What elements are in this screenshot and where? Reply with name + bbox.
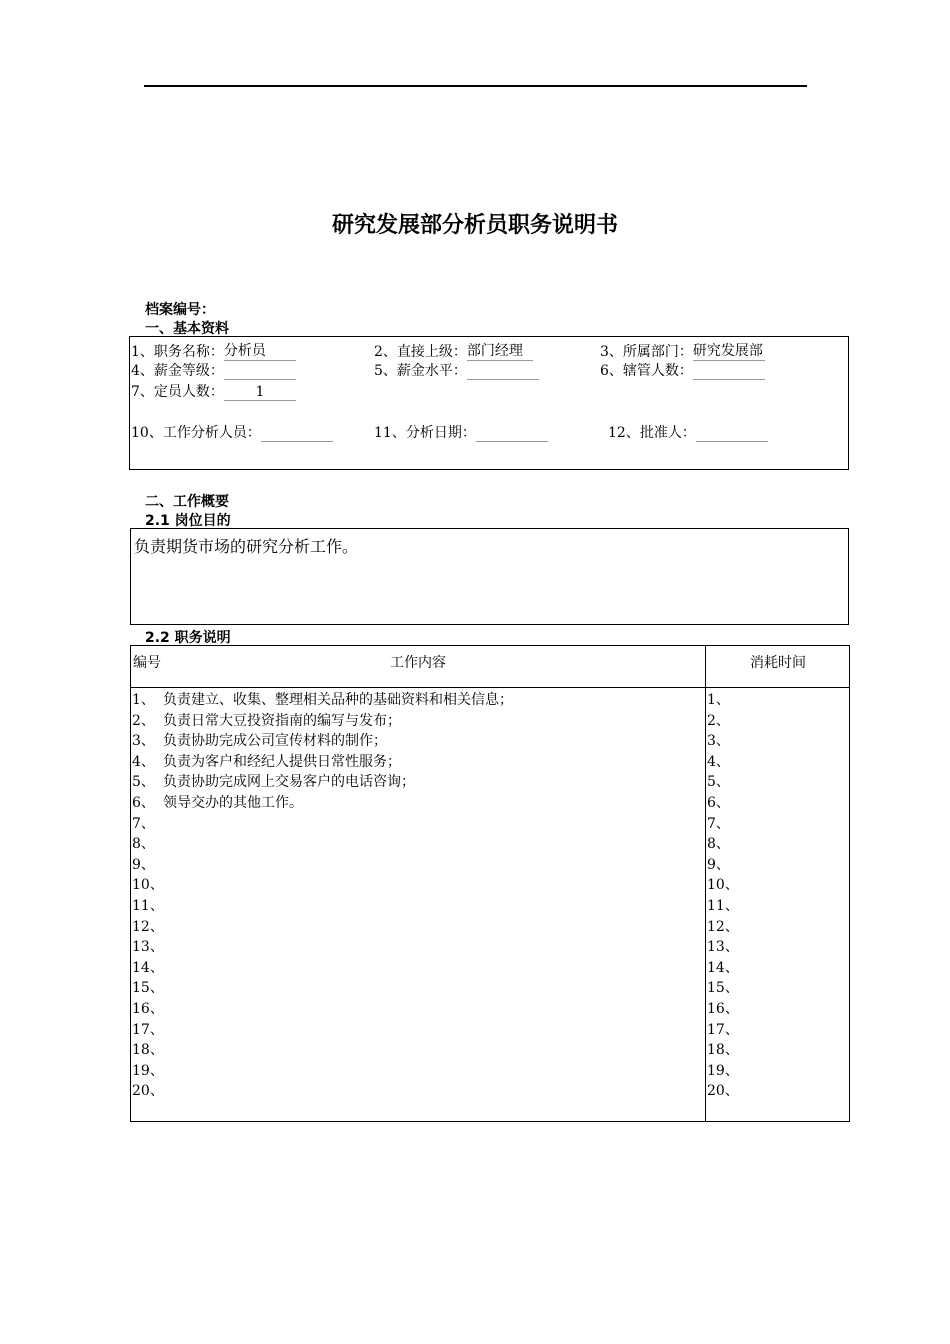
purpose-box — [130, 528, 849, 625]
column-header-no: 编号 — [133, 655, 161, 671]
duty-number: 20、 — [132, 1083, 164, 1100]
document-title: 研究发展部分析员职务说明书 — [331, 213, 618, 238]
duty-row — [132, 917, 702, 938]
duty-row — [132, 731, 702, 752]
duty-number: 18、 — [132, 1042, 164, 1059]
time-cell[interactable]: 15、 — [707, 980, 739, 997]
time-cell[interactable]: 5、 — [707, 774, 730, 791]
column-header-time: 消耗时间 — [750, 655, 806, 671]
duty-row — [132, 978, 702, 999]
subordinates-label: 6、辖管人数： — [600, 363, 693, 379]
time-cell[interactable]: 4、 — [707, 753, 730, 770]
salary-grade-value[interactable] — [224, 362, 296, 380]
duty-row — [132, 814, 702, 835]
analysis-date-field — [374, 422, 548, 442]
duty-number: 19、 — [132, 1062, 164, 1079]
duties-heading: 2.2 职务说明 — [145, 630, 231, 646]
duty-row — [132, 855, 702, 876]
duty-row — [132, 875, 702, 896]
basic-info-heading: 一、基本资料 — [145, 321, 229, 337]
duty-row — [132, 937, 702, 958]
duty-number: 3、 — [132, 733, 155, 750]
column-header-content: 工作内容 — [390, 655, 446, 671]
duty-number: 4、 — [132, 753, 155, 770]
duty-text: 负责建立、收集、整理相关品种的基础资料和相关信息； — [163, 692, 513, 708]
header-rule — [144, 85, 807, 87]
table-column-divider — [705, 646, 706, 1121]
duty-text: 负责协助完成公司宣传材料的制作； — [163, 733, 387, 750]
time-cell[interactable]: 13、 — [707, 939, 739, 956]
duty-row — [132, 752, 702, 773]
duty-number: 17、 — [132, 1021, 164, 1038]
supervisor-value[interactable]: 部门经理 — [467, 340, 533, 361]
salary-level-label: 5、薪金水平： — [374, 363, 467, 379]
duty-number: 5、 — [132, 774, 155, 791]
duty-number: 9、 — [132, 856, 155, 873]
time-cell[interactable]: 1、 — [707, 692, 730, 708]
time-cell[interactable]: 19、 — [707, 1062, 739, 1079]
time-list — [707, 690, 847, 1102]
analyst-value[interactable] — [261, 424, 333, 442]
duty-number: 11、 — [132, 897, 164, 914]
analysis-date-value[interactable] — [476, 424, 548, 442]
overview-heading: 二、工作概要 — [145, 494, 229, 510]
duty-row — [132, 1081, 702, 1102]
purpose-heading: 2.1 岗位目的 — [145, 513, 231, 529]
duty-text: 负责协助完成网上交易客户的电话咨询； — [163, 774, 415, 791]
duty-number: 16、 — [132, 1000, 164, 1017]
salary-grade-label: 4、薪金等级： — [131, 363, 224, 379]
supervisor-field — [374, 340, 533, 361]
duty-number: 1、 — [132, 692, 155, 708]
duty-number: 2、 — [132, 712, 155, 729]
duty-row — [132, 958, 702, 979]
duty-number: 13、 — [132, 939, 164, 956]
duties-table — [130, 645, 850, 1122]
table-header-divider — [131, 687, 849, 688]
salary-level-field — [374, 360, 539, 380]
duty-number: 12、 — [132, 918, 164, 935]
archive-number-label: 档案编号： — [145, 302, 215, 318]
approver-label: 12、批准人： — [608, 425, 696, 441]
duty-text: 负责为客户和经纪人提供日常性服务； — [163, 753, 401, 770]
duty-row — [132, 793, 702, 814]
subordinates-value[interactable] — [693, 362, 765, 380]
duty-row — [132, 896, 702, 917]
duty-row — [132, 1040, 702, 1061]
duty-text: 负责日常大豆投资指南的编写与发布； — [163, 712, 401, 729]
duty-row — [132, 1061, 702, 1082]
department-label: 3、所属部门： — [600, 344, 693, 360]
department-field — [600, 340, 765, 361]
duty-row — [132, 1020, 702, 1041]
duty-number: 15、 — [132, 980, 164, 997]
approver-value[interactable] — [696, 424, 768, 442]
duty-number: 8、 — [132, 836, 155, 853]
time-cell[interactable]: 2、 — [707, 712, 730, 729]
job-title-value[interactable]: 分析员 — [224, 340, 296, 361]
time-cell[interactable]: 7、 — [707, 815, 730, 832]
analysis-date-label: 11、分析日期： — [374, 425, 476, 441]
duty-number: 7、 — [132, 815, 155, 832]
duty-list — [132, 690, 702, 1102]
analyst-label: 10、工作分析人员： — [131, 425, 261, 441]
duty-number: 14、 — [132, 959, 164, 976]
approver-field — [608, 422, 768, 442]
headcount-label: 7、定员人数： — [131, 384, 224, 400]
duty-row — [132, 711, 702, 732]
duty-text: 领导交办的其他工作。 — [163, 794, 303, 811]
analyst-field — [131, 422, 333, 442]
time-cell[interactable]: 8、 — [707, 836, 730, 853]
duty-row — [132, 834, 702, 855]
department-value[interactable]: 研究发展部 — [693, 340, 765, 361]
subordinates-field — [600, 360, 765, 380]
duty-number: 10、 — [132, 877, 164, 894]
duty-row — [132, 690, 702, 711]
headcount-field — [131, 381, 296, 401]
salary-level-value[interactable] — [467, 362, 539, 380]
duty-number: 6、 — [132, 794, 155, 811]
time-cell[interactable]: 12、 — [707, 918, 739, 935]
time-cell[interactable]: 9、 — [707, 856, 730, 873]
time-cell[interactable]: 16、 — [707, 1000, 739, 1017]
duty-row — [132, 999, 702, 1020]
time-cell[interactable]: 10、 — [707, 877, 739, 894]
supervisor-label: 2、直接上级： — [374, 344, 467, 360]
time-cell[interactable]: 20、 — [707, 1083, 739, 1100]
job-title-label: 1、职务名称： — [131, 344, 224, 360]
salary-grade-field — [131, 360, 296, 380]
time-cell[interactable]: 18、 — [707, 1042, 739, 1059]
time-cell[interactable]: 17、 — [707, 1021, 739, 1038]
time-cell[interactable]: 3、 — [707, 733, 730, 750]
duty-row — [132, 772, 702, 793]
purpose-text: 负责期货市场的研究分析工作。 — [134, 537, 359, 556]
time-cell[interactable]: 14、 — [707, 959, 739, 976]
headcount-value[interactable]: 1 — [224, 384, 296, 401]
time-cell[interactable]: 11、 — [707, 897, 739, 914]
time-cell[interactable]: 6、 — [707, 794, 730, 811]
job-title-field — [131, 340, 296, 361]
